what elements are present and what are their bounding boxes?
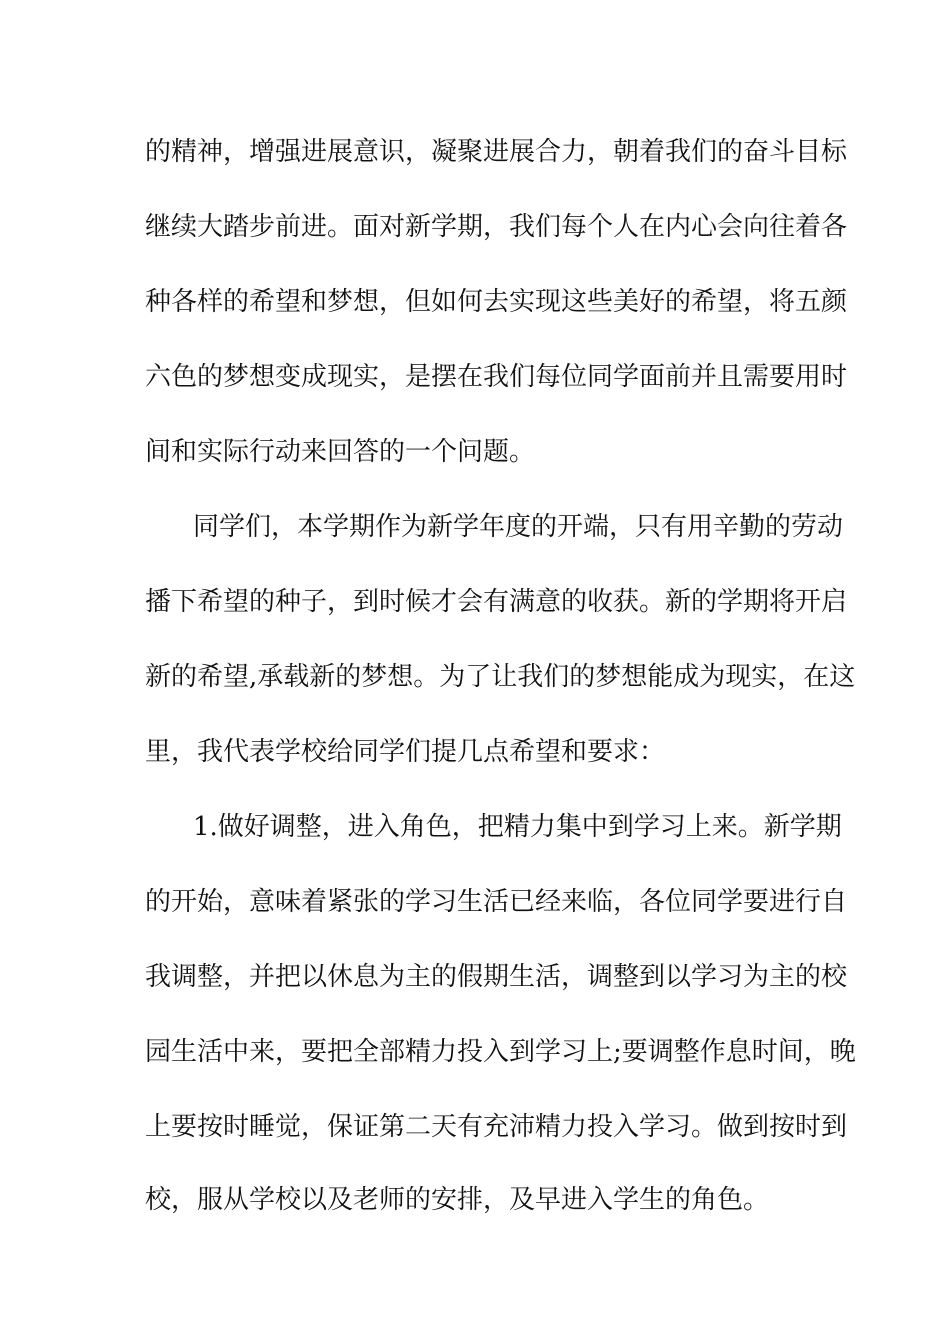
text-line: 校，服从学校以及老师的安排，及早进入学生的角色。 [145,1185,770,1215]
text-line: 的开始，意味着紧张的学习生活已经来临，各位同学要进行自 [145,887,848,917]
text-line: 六色的梦想变成现实，是摆在我们每位同学面前并且需要用时 [145,362,848,392]
text-line: 间和实际行动来回答的一个问题。 [145,437,536,467]
text-line: 我调整，并把以休息为主的假期生活，调整到以学习为主的校 [145,962,848,992]
paragraph-first-line: 1.做好调整，进入角色，把精力集中到学习上来。新学期 [193,812,842,842]
text-line: 园生活中来，要把全部精力投入到学习上;要调整作息时间，晚 [145,1037,856,1067]
text-line: 继续大踏步前进。面对新学期，我们每个人在内心会向往着各 [145,212,848,242]
text-line: 新的希望,承载新的梦想。为了让我们的梦想能成为现实，在这 [145,662,856,692]
text-line: 里，我代表学校给同学们提几点希望和要求： [145,737,666,767]
text-line: 上要按时睡觉，保证第二天有充沛精力投入学习。做到按时到 [145,1112,848,1142]
paragraph-first-line: 同学们，本学期作为新学年度的开端，只有用辛勤的劳动 [193,512,844,542]
text-line: 的精神，增强进展意识，凝聚进展合力，朝着我们的奋斗目标 [145,137,848,167]
text-line: 播下希望的种子，到时候才会有满意的收获。新的学期将开启 [145,587,848,617]
text-line: 种各样的希望和梦想，但如何去实现这些美好的希望，将五颜 [145,287,848,317]
